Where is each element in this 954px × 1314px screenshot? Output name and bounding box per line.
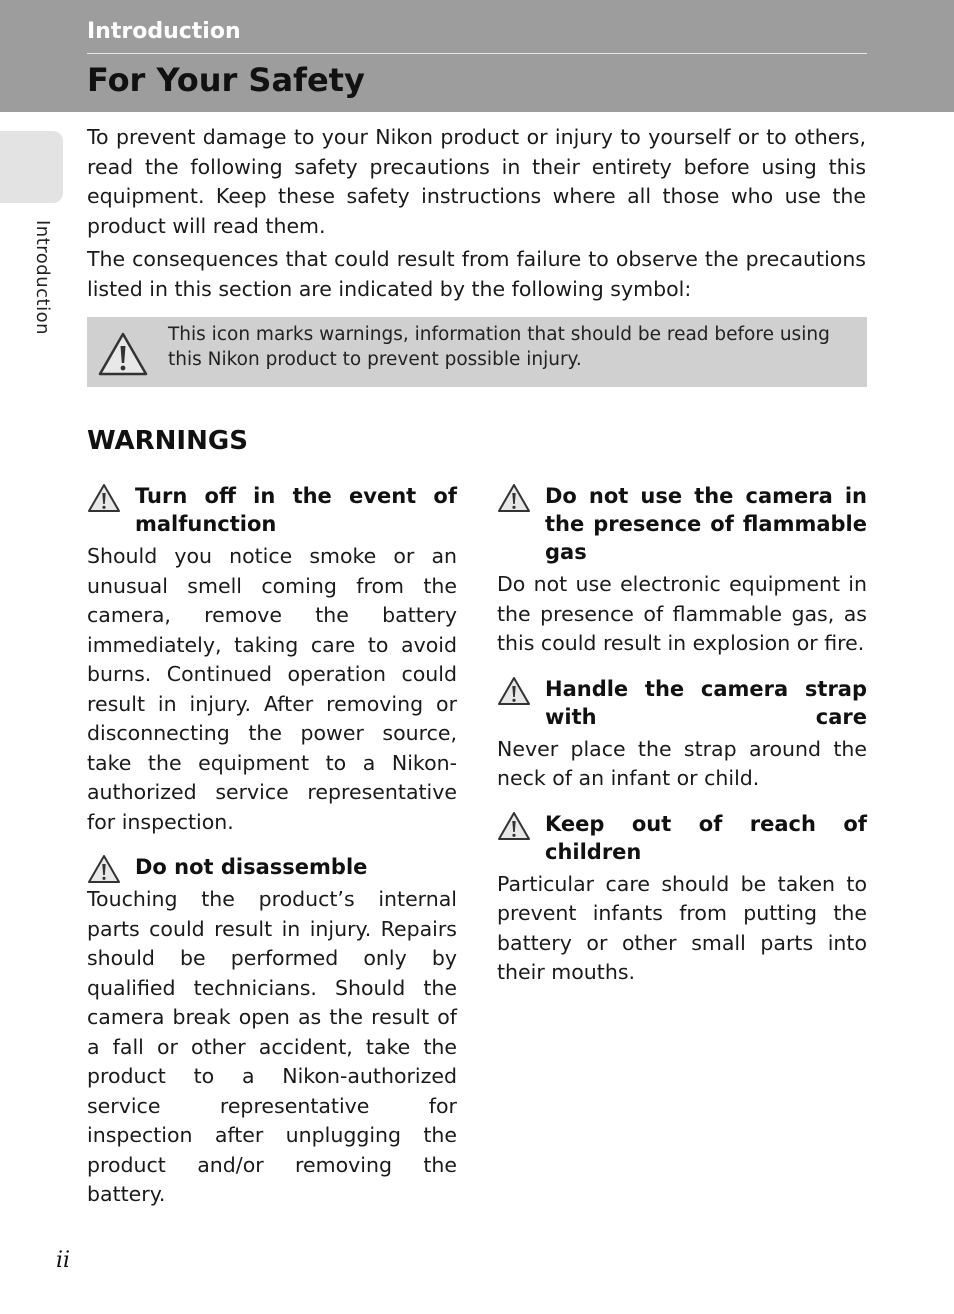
warning-triangle-icon [497, 676, 531, 706]
side-tab-label: Introduction [32, 220, 53, 336]
section-label: Introduction [87, 19, 241, 44]
warning-triangle-icon [87, 483, 121, 513]
warning-triangle-icon [497, 483, 531, 513]
warning-title: Handle the camera strap with care [545, 676, 867, 729]
warnings-column-right [497, 482, 867, 1004]
warning-item [87, 853, 457, 1210]
warning-triangle-icon [97, 331, 149, 377]
warning-title: Turn off in the event of malfunction [135, 484, 457, 536]
warning-body: Should you notice smoke or an unusual smell coming from the camera, remove the battery immediately, taking care to avoid burns. Continued operation could result in injury. After removing or disconnecting the power source, take the equipment to a Nikon-authorized service representative for inspection. [87, 544, 457, 834]
intro-paragraph-1: To prevent damage to your Nikon product or injury to yourself or to others, read the following safety precautions in their entirety before using this equipment. Keep these safety instructions where all those who use the product will read them. [87, 125, 866, 238]
page-title: For Your Safety [87, 61, 365, 99]
warning-body: Do not use electronic equipment in the presence of flammable gas, as this could result in explosion or fire. [497, 572, 867, 655]
warning-item [497, 482, 867, 659]
intro-paragraph-2: The consequences that could result from failure to observe the precautions listed in this section are indicated by the following symbol: [87, 247, 866, 301]
warning-title: Do not use the camera in the presence of flammable gas [545, 484, 867, 564]
warning-item [87, 482, 457, 837]
side-tab [0, 131, 63, 203]
warning-symbol-description: This icon marks warnings, information that should be read before using this Nikon product to prevent possible injury. [168, 324, 830, 370]
warning-item [497, 675, 867, 794]
warning-item [497, 810, 867, 988]
warning-title: Do not disassemble [135, 855, 368, 879]
warning-symbol-note [87, 317, 867, 387]
warning-body: Touching the product’s internal parts could result in injury. Repairs should be performed only by qualified technicians. Should the camera break open as the result of a fall or other accident, take the product to a Nikon-authorized service representative for inspection after unplugging the product and/or removing the battery. [87, 887, 457, 1206]
page-number: ii [56, 1248, 71, 1273]
warning-title: Keep out of reach of children [545, 811, 867, 864]
warning-triangle-icon [87, 854, 121, 884]
warning-body: Particular care should be taken to prevent infants from putting the battery or other small parts into their mouths. [497, 871, 867, 984]
page-header [0, 0, 954, 112]
warnings-heading: WARNINGS [87, 426, 248, 456]
warning-body: Never place the strap around the neck of an infant or child. [497, 736, 867, 790]
warnings-column-left [87, 482, 457, 1226]
header-divider [87, 53, 867, 54]
warning-triangle-icon [497, 811, 531, 841]
